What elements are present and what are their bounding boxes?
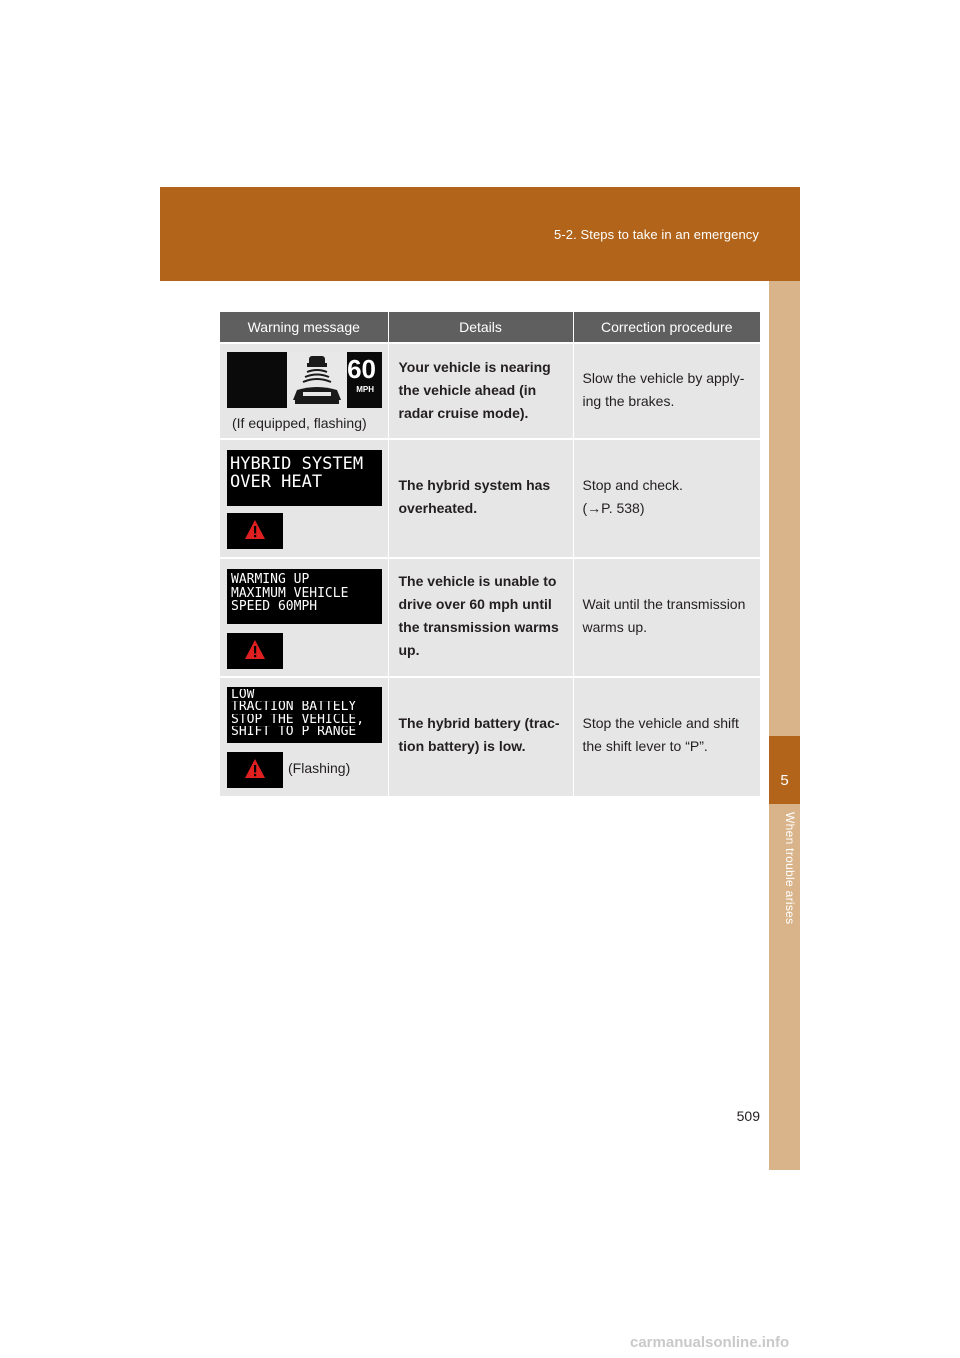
warning-message-cell <box>220 677 388 796</box>
details-line: the vehicle ahead (in <box>398 382 537 398</box>
display-line: TRACTION BATTELY <box>231 701 357 714</box>
procedure-cell <box>573 677 760 796</box>
caution-triangle-icon <box>244 519 266 541</box>
chapter-number: 5 <box>780 772 789 789</box>
section-header-band <box>160 187 800 281</box>
procedure-line: the shift lever to “P”. <box>582 738 708 754</box>
display-line: SHIFT TO P RANGE <box>231 726 357 739</box>
details-line: Your vehicle is nearing <box>398 359 551 375</box>
display-line: MAXIMUM VEHICLE <box>231 586 349 601</box>
hybrid-overheat-display <box>227 450 382 506</box>
warning-message-cell <box>220 439 388 558</box>
speed-unit: MPH <box>356 385 374 394</box>
vehicle-ahead-graphic <box>287 352 347 408</box>
display-line: HYBRID SYSTEM <box>230 456 364 474</box>
display-line: SPEED 60MPH <box>231 600 318 614</box>
details-line: up. <box>398 642 420 658</box>
warming-up-display <box>227 569 382 624</box>
watermark: carmanualsonline.info <box>630 1334 790 1351</box>
procedure-line: Stop the vehicle and shift <box>582 715 739 731</box>
chapter-tab <box>769 736 800 804</box>
warning-message-cell <box>220 558 388 677</box>
section-title: 5-2. Steps to take in an emergency <box>553 227 759 242</box>
chapter-label: When trouble arises <box>783 812 797 925</box>
header-correction-procedure: Correction procedure <box>573 312 760 343</box>
procedure-cell <box>573 558 760 677</box>
warning-message-cell <box>220 343 388 439</box>
low-traction-battery-display <box>227 687 382 743</box>
details-line: overheated. <box>398 500 478 516</box>
warning-message-table <box>220 312 760 796</box>
radar-cruise-display <box>227 352 382 408</box>
details-line: drive over 60 mph until <box>398 596 552 612</box>
procedure-line: Stop and check. <box>582 477 683 493</box>
display-line: WARMING UP <box>231 573 310 587</box>
details-line: The hybrid battery (trac- <box>398 715 560 731</box>
warning-caption: (If equipped, flashing) <box>232 415 367 431</box>
details-cell <box>388 677 573 796</box>
master-warning-display <box>227 513 283 549</box>
caution-triangle-icon <box>244 639 266 661</box>
details-line: radar cruise mode). <box>398 405 529 421</box>
table-row <box>220 558 760 677</box>
procedure-line: warms up. <box>582 619 648 635</box>
display-line: LOW <box>231 689 255 702</box>
caution-triangle-icon <box>244 758 266 780</box>
procedure-line: Wait until the transmission <box>582 596 746 612</box>
table-header-row <box>220 312 760 343</box>
details-cell <box>388 558 573 677</box>
procedure-line: ing the brakes. <box>582 393 675 409</box>
warning-caption: (Flashing) <box>288 760 351 776</box>
master-warning-display <box>227 752 283 788</box>
details-line: The hybrid system has <box>398 477 551 493</box>
display-line: STOP THE VEHICLE, <box>231 713 365 727</box>
details-cell <box>388 439 573 558</box>
header-details: Details <box>388 312 573 343</box>
procedure-cell <box>573 343 760 439</box>
details-cell <box>388 343 573 439</box>
procedure-line: (→P. 538) <box>582 500 645 516</box>
header-warning-message: Warning message <box>220 312 388 343</box>
page-number: 509 <box>736 1108 760 1124</box>
table-row <box>220 343 760 439</box>
side-strip <box>769 281 800 1170</box>
table-row <box>220 439 760 558</box>
display-line: OVER HEAT <box>230 473 323 492</box>
details-line: the transmission warms <box>398 619 559 635</box>
speed-readout: 60 <box>347 354 376 384</box>
master-warning-display <box>227 633 283 669</box>
procedure-line: Slow the vehicle by apply- <box>582 370 745 386</box>
details-line: tion battery) is low. <box>398 738 526 754</box>
table-row <box>220 677 760 796</box>
procedure-cell <box>573 439 760 558</box>
details-line: The vehicle is unable to <box>398 573 557 589</box>
